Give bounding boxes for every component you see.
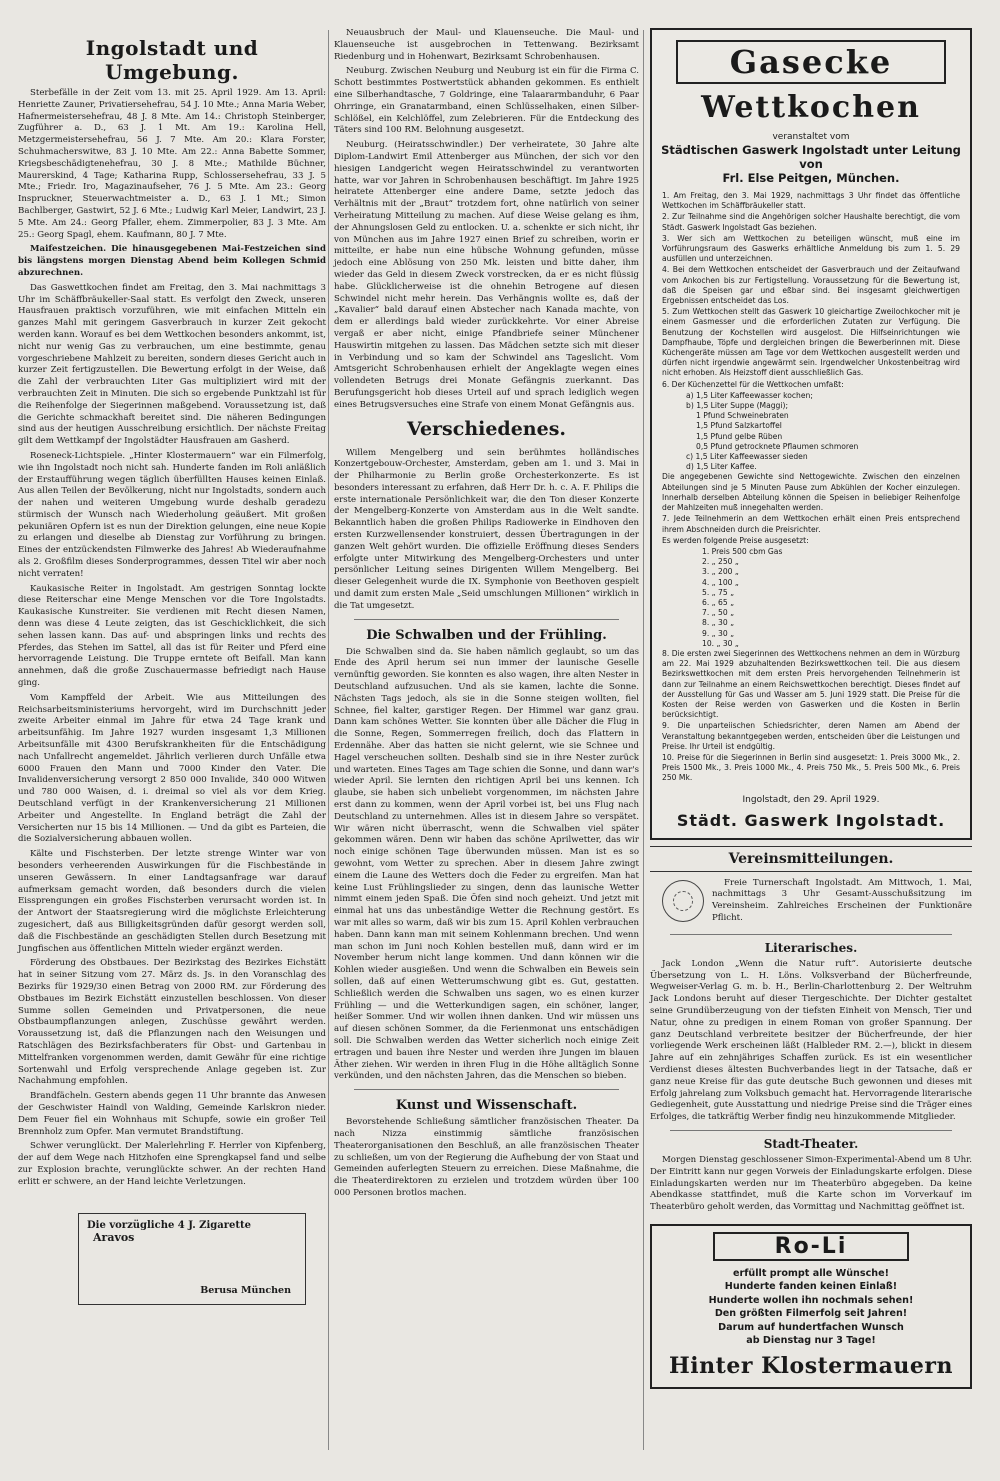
article-gaswettkochen: Das Gaswettkochen findet am Freitag, den 3. Mai nachmittags 3 Uhr im Schäffbräukeller-Saal statt. Es verfolgt den Zweck, unseren Hausfrauen praktisch vorzuführen, wie mit einfachen Mitteln ein ganzes Mahl mit geringem Gasverbrauch in kurzer Zeit gekocht werden kann. Worauf es bei dem Wettkochen besonders ankommt, ist, nicht nur wenig Gas zu verbrauchen, um eine bestimmte, genau vorgeschriebene Mahlzeit zu bereiten, sondern dieses Gericht auch in kurzer Zeit fertigzustellen. Die Bewertung erfolgt in der Weise, daß die Zahl der verbrauchten Liter Gas multipliziert wird mit der verbrauchten Zeit in Minuten. Die sich so ergebende Punktzahl ist für die Reihenfolge der Siegerinnen maßgebend. Voraussetzung ist, daß die Gerichte schmackhaft bereitet sind. Die näheren Bedingungen sind aus der heutigen Ausschreibung ersichtlich. Der nächste Freitag gilt dem Wettkampf der Ingolstädter Hausfrauen am Gasherd.	[18, 282, 326, 447]
middle-column	[334, 28, 639, 1203]
article-maifest: Maifestzeichen. Die hinausgegebenen Mai-Festzeichen sind bis längstens morgen Dienstag Abend beim Kollegen Schmid abzurechnen.	[18, 244, 326, 278]
roli-ad	[650, 1224, 972, 1389]
roli-line: Den größten Filmerfolg seit Jahren!	[714, 1308, 908, 1320]
gas-wettkochen-ad	[650, 28, 972, 840]
section-title-stadt-theater: Stadt-Theater.	[763, 1136, 859, 1151]
article-heirat: Neuburg. (Heiratsschwindler.) Der verheiratete, 30 Jahre alte Diplom-Landwirt Emil Attenberger aus München, der sich vor den hiesigen Landgericht wegen Heiratsschwindel zu verantworten hatte, war vor Jahren in Schrobenhausen beschäftigt. Im Jahre 1925 heiratete Attenberger eine andere Dame, setzte jedoch das Verhältnis mit der „Braut“ trotzdem fort, ohne natürlich von seiner Verheiratung Mitteilung zu machen. Auf diese Weise gelang es ihm, der Ahnungslosen Geld zu entlocken. U. a. schenkte er sich nicht, ihr von München aus im Jahre 1927 einen Brief zu schreiben, worin er mitteilte, er habe nun eine hübsche Wohnung gefunden, müsse jedoch eine Ablösung von 250 Mk. leisten und bitte daher, ihm wieder das Geld in diesem Zweck vorstrecken, da er es nicht flüssig habe. Glücklicherweise ist die ohnehin Betrogene auf diesen Schwindel nicht mehr herein. Das Verhängnis wollte es, daß der „Kavalier“ bald darauf einen Abstecher nach Kanada machte, von dem er allerdings bald wieder zurückkehrte. Vor einer Abreise vergaß er aber nicht, einige Pfandbriefe seiner Münchener Hauswirtin mitgehen zu lassen. Das Mädchen setzte sich mit dieser in Verbindung und so kam der Schwindel ans Tageslicht. Vom Amtsgericht Schrobenhausen erhielt der Angeklagte wegen eines vollendeten Betrugs drei Monate Gefängnis zuerkannt. Das Berufungsgericht hob dieses Urteil auf und sprach lediglich wegen eines Betrugsversuches eine Strafe von einem Monat Gefängnis aus.	[334, 140, 639, 410]
gasecke-logo: Gasecke	[676, 40, 946, 84]
cigarette-ad	[78, 1213, 306, 1305]
rule-item: Die angegebenen Gewichte sind Nettogewichte. Zwischen den einzelnen Abteilungen sind je 5 Minuten Pause zum Abkühlen der Kocher einzulegen. Innerhalb derselben Abteilung können die Speisen in beliebiger Reihenfolge der Mahlzeiten muß innegehalten werden.	[662, 472, 960, 513]
prize-item: 1. Preis 500 cbm Gas	[702, 546, 783, 556]
prize-item: 3. „ 200 „	[702, 567, 739, 577]
rule-item: 6. Der Küchenzettel für die Wettkochen umfaßt:	[662, 379, 844, 389]
article-kunst: Bevorstehende Schließung sämtlicher französischen Theater. Da nach Nizza einstimmig sämtliche französischen Theaterorganisationen den Beschluß, an alle französischen Theater zu schließen, um von der Regierung die Aufhebung der von Staat und Gemeinden auferlegten Steuern zu erreichen. Diese Maßnahme, die die Theaterdirektoren zu erzielen und trotzdem würden über 100 000 Personen brotlos machen.	[334, 1117, 639, 1198]
prize-item: 6. „ 65 „	[702, 597, 735, 607]
menu-item: d) 1,5 Liter Kaffee.	[686, 462, 757, 472]
cig-ad-line1: Die vorzügliche 4 J. Zigarette	[87, 1219, 251, 1231]
menu-item: 1,5 Pfund gelbe Rüben	[696, 431, 783, 441]
rule-item: 3. Wer sich am Wettkochen zu beteiligen wünscht, muß eine im Vorführungsraum des Gaswerks erhältliche Anmeldung bis zum 1. 5. 29 ausfüllen und unterzeichnen.	[662, 233, 960, 264]
menu-item: 0,5 Pfund getrocknete Pflaumen schmoren	[696, 441, 859, 451]
roli-line: Darum auf hundertfachen Wunsch	[718, 1321, 904, 1333]
article-schwalben: Die Schwalben sind da. Sie haben nämlich geglaubt, so um das Ende des April herum sei nun immer der launische Geselle vernünftig geworden. Sie konnten es also wagen, ihre alten Nester in Deutschland aufzusuchen. Und als sie kamen, lachte die Sonne. Nächsten Tags jedoch, als sie in die Sonne steigen wollten, fiel Schnee, fiel kalter, garstiger Regen. Der Himmel war ganz grau. Dann kam schönes Wetter. Sie konnten über alle Dächer die Flug in die Sonne, Regen, Sommerregen freilich, doch das Flattern in Erdennähe. Aber das hatten sie nicht gelernt, wie sie Schnee und Hagel verscheuchen sollten. Deshalb sind sie in ihre Nester zurück und warteten. Eines Tages am Tage schien die Sonne, und dann war's wieder April. Sie lernten den richtigen April bei uns kennen. Ich glaube, sie haben sich unbeliebt vorgenommen, im nächsten Jahre erst dann zu kommen, wenn der April vorbei ist, bei uns Flug nach Deutschland zu unternehmen. Alles ist in diesem Jahre so verspätet. Wir wären nicht überrascht, wenn die Schwalben viel später gekommen wären. Denn wir haben das schöne Aprilwetter, das wir noch einige schönen Tage überwunden müssen. Man ist es so gewohnt, vom Wetter zu sprechen. Aber in diesem Jahre zwingt einem die Laune des Wetters doch die Feder zu ergreifen. Man hat keine Lust Frühlingslieder zu singen, denn das launische Wetter nimmt einem jeden Spaß. Die Öfen sind noch geheizt. Und jetzt mit einmal hat uns das unbeständige Wetter die Rechnung gestört. Es war mit alles so warm, daß wir bis zum 15. April Kohlen verbrauchen haben. Dann kann man mit seinem Kohlenmann brechen. Und wenn man schon im Juni noch Kohlen bestellen muß, dann wird er im November herum nicht lange kommen. Und dann können wir die Kohlen wieder ausgießen. Und wenn die Schwalben ein Beweis sein sollen, daß auf einen Wetterumschwung gibt es. Gut, gestatten. Schließlich werden die Schwalben uns sagen, wo es einen kurzer Frühling — und die Wetterkundigen sagen, ein schöner, langer, heißer Sommer. Und wir wollen ihnen danken. Und wir müssen uns auf diesen schönen Sommer, da die Ferienmonat uns entschädigen soll. Die Schwalben werden das Wetter sicherlich noch einige Zeit ertragen und bauen ihre Nester und werden ihre Jungen im blauen Äther ziehen. Wir werden in ihren Flug in die Höhe alltäglich Sonne verkünden, und den nächsten Jahren, das die Menschen so bieben.	[334, 646, 639, 1082]
article-vereins: Freie Turnerschaft Ingolstadt. Am Mittwoch, 1. Mai, nachmittags 3 Uhr Gesamt-Ausschußsitzung im Vereinsheim. Zahlreiches Erscheinen der Funktionäre Pflicht.	[712, 877, 972, 923]
vereins-block	[650, 878, 972, 928]
menu-item: a) 1,5 Liter Kaffeewasser kochen;	[686, 390, 813, 400]
section-title-kunst: Kunst und Wissenschaft.	[395, 1098, 578, 1114]
divider	[670, 934, 952, 935]
article-title-schwalben: Die Schwalben und der Frühling.	[366, 627, 607, 643]
menu-item: c) 1,5 Liter Kaffeewasser sieden	[686, 452, 808, 462]
column-divider	[643, 30, 644, 1450]
divider	[354, 1089, 619, 1090]
ad-director: Frl. Else Peitgen, München.	[722, 171, 900, 185]
roli-line: erfüllt prompt alle Wünsche!	[733, 1267, 889, 1279]
roli-line: Hunderte fanden keinen Einlaß!	[724, 1281, 898, 1293]
section-title-literarisches: Literarisches.	[764, 940, 858, 955]
roli-logo: Ro-Li	[713, 1232, 910, 1261]
ad-signature: Städt. Gaswerk Ingolstadt.	[676, 810, 946, 830]
article-schwer: Schwer verunglückt. Der Malerlehrling F. Herrler von Kipfenberg, der auf dem Wege nach Hitzhofen eine Sprengkapsel fand und selbe zur Explosion brachte, verunglückte schwer. An der rechten Hand erlitt er schwere, an der Hand leichte Verletzungen.	[18, 1141, 326, 1187]
ad-rules	[652, 185, 970, 789]
right-column	[650, 28, 972, 1389]
rule-item: Es werden folgende Preise ausgesetzt:	[662, 535, 809, 545]
roli-line: ab Dienstag nur 3 Tage!	[746, 1334, 876, 1346]
menu-item: b) 1,5 Liter Suppe (Maggi);	[686, 401, 789, 411]
rule-item: 7. Jede Teilnehmerin an dem Wettkochen erhält einen Preis entsprechend ihrem Abschneiden durch die Preisrichter.	[662, 514, 960, 534]
ad-title: Wettkochen	[701, 90, 921, 125]
roli-line: Hunderte wollen ihn nochmals sehen!	[708, 1294, 914, 1306]
prize-item: 9. „ 30 „	[702, 628, 735, 638]
section-title-verschiedenes: Verschiedenes.	[406, 417, 567, 440]
roli-film-title: Hinter Klostermauern	[669, 1353, 953, 1380]
prize-item: 7. „ 50 „	[702, 608, 735, 618]
article-kaelte: Kälte und Fischsterben. Der letzte strenge Winter war von besonders verheerenden Auswirkungen für die Fischbestände in unseren Gewässern. In einer Landtagsanfrage war darauf aufmerksam gemacht worden, daß besonders durch die vielen Eissprengungen ein großes Fischsterben verursacht worden ist. In der Antwort der Staatsregierung wird die möglichste Erleichterung zugesichert, daß aus Billigkeitsgründen dafür gesorgt werden soll, daß die Fischbestände an geschädigten Stellen durch Besetzung mit Jungfischen aus öffentlichen Mitteln wieder ergänzt werden.	[18, 849, 326, 954]
prize-item: 5. „ 75 „	[702, 587, 735, 597]
cig-ad-maker: Berusa München	[200, 1284, 291, 1296]
rule-item: 1. Am Freitag, den 3. Mai 1929, nachmittags 3 Uhr findet das öffentliche Wettkochen im Schäffbräukeller statt.	[662, 191, 960, 211]
rule-item: 8. Die ersten zwei Siegerinnen des Wettkochens nehmen an dem in Würzburg am 22. Mai 1929 abzuhaltenden Bezirkswettkochen teil. Die aus diesem Bezirkswettkochen mit dem ersten Preis hervorgehenden Teilnehmerin ist dann zur Teilnahme an einem Reichswettkochen berechtigt. Dieses findet auf der Ausstellung für Gas und Wasser am 5. Juni 1929 statt. Die Preise für die Kosten der Reise werden von Gaswerken und die Kosten in Berlin berücksichtigt.	[662, 648, 960, 720]
divider	[354, 619, 619, 620]
prize-item: 10. „ 30 „	[702, 638, 739, 648]
section-title: Ingolstadt und Umgebung.	[85, 36, 259, 84]
prize-list	[662, 547, 960, 649]
rule-item: 5. Zum Wettkochen stellt das Gaswerk 10 gleichartige Zweilochkocher mit je einem Gasmesser und die erforderlichen Zutaten zur Verfügung. Die Benutzung der Kochstellen wird ausgelost. Die Hilfseinrichtungen wie Dampfhaube, Töpfe und dergleichen bringen die Bewerberinnen mit. Diese Küchengeräte müssen am Tage vor dem Wettkochen ausgestellt werden und dürfen nicht irgendwie angewärmt sein. Irgendwelcher Unkostenbeitrag wird nicht erhoben. Als Heizstoff dient ausschließlich Gas.	[662, 307, 960, 378]
article-kampffeld: Vom Kampffeld der Arbeit. Wie aus Mitteilungen des Reichsarbeitsministeriums hervorgeht, wird im Durchschnitt jeder zweite Arbeiter einmal im Jahre für etwa 24 Tage krank und arbeitsunfähig. Im Jahre 1927 wurden insgesamt 1,3 Millionen Arbeitsunfälle mit 4300 Berufskrankheiten für die Entschädigung nach Unfallrecht angemeldet. Jährlich verlieren durch Unfälle etwa 6000 Frauen den Mann und 7000 Kinder den Vater. Die Invalidenversicherung versorgt 2 850 000 Invalide, 340 000 Witwen und 780 000 Waisen, d. i. dreimal so viel als vor dem Krieg. Deutschland verfügt in der Krankenversicherung 21 Millionen Arbeiter und Angestellte. In England beträgt die Zahl der Versicherten nur 15 bis 14 Millionen. — Und da gibt es Parteien, die die Sozialversicherung abbauen wollen.	[18, 692, 326, 845]
rule-item: 9. Die unparteiischen Schiedsrichter, deren Namen am Abend der Veranstaltung bekanntgegeben werden, entscheiden über die Leistungen und Preise. Ihr Urteil ist endgültig.	[662, 721, 960, 751]
section-title-vereins: Vereinsmitteilungen.	[650, 846, 972, 872]
menu-item: 1,5 Pfund Salzkartoffel	[696, 421, 782, 431]
article-rosenecke: Roseneck-Lichtspiele. „Hinter Klostermauern“ war ein Filmerfolg, wie ihn Ingolstadt noch nicht sah. Hunderte fanden im Roli anläßlich der Erstaufführung wegen täglich überfüllten Hauses keinen Einlaß. Aus allen Teilen der Bevölkerung, nicht nur Ingolstadts, sondern auch der nahen und weiteren Umgebung wurde deshalb geradezu stürmisch der Wunsch nach Wiederholung geäußert. Mit großen pekuniären Opfern ist es nun der Direktion gelungen, eine neue Kopie zu erlangen und dieselbe ab Dienstag zur Vorführung zu bringen. Eines der entzückendsten Filmwerke des Jahres! Ab Wiederaufnahme als 2. Großfilm dieses Sonderprogrammes, dessen Titel wir aber noch nicht verraten!	[18, 450, 326, 579]
article-diebstahl: Neuburg. Zwischen Neuburg und Neuburg ist ein für die Firma C. Schott bestimmtes Postwertstück abhanden gekommen. Es enthielt eine Silberhandtasche, 7 Goldringe, eine Talaararmbanduhr, 6 Paar Ohrringe, ein Granatarmband, einen Schlüsselhaken, einen Silber-Schlößel, ein Kelchlöffel, zum Zelebrieren. Für die Entdeckung des Täters sind 100 RM. Belohnung ausgesetzt.	[334, 66, 639, 136]
prize-item: 4. „ 100 „	[702, 577, 739, 587]
cig-ad-brand: Aravos	[93, 1230, 135, 1244]
menu-item: 1 Pfund Schweinebraten	[696, 411, 789, 421]
prize-item: 8. „ 30 „	[702, 618, 735, 628]
rule-item: 2. Zur Teilnahme sind die Angehörigen solcher Haushalte berechtigt, die vom Städt. Gaswerk Ingolstadt Gas beziehen.	[662, 212, 960, 232]
article-sterbefaelle: Sterbefälle in der Zeit vom 13. mit 25. April 1929. Am 13. April: Henriette Zauner, Privatiersehefrau, 54 J. 10 Mte.; Anna Maria Weber, Hafnermeistersehefrau, 48 J. 8 Mte. Am 14.: Christoph Steinberger, Zugführer a. D., 63 J. 1 Mt. Am 19.: Karolina Hell, Metzgermeistersehefrau, 56 J. 7 Mte. Am 20.: Klara Forster, Schuhmacherswitwe, 83 J. 10 Mte. Am 22.: Anna Babette Sommer, Kriegsbeschädigtenehefrau, 30 J. 8 Mte.; Mathilde Büchner, Maurerskind, 4 Tage; Katharina Rupp, Schlossersehefrau, 33 J. 5 Mte.; Friedr. Iro, Magazinaufseher, 76 J. 5 Mte. Am 23.: Georg Inspruckner, Steuerwachtmeister a. D., 63 J. 1 Mt.; Simon Bachlberger, Gastwirt, 52 J. 6 Mte.; Ludwig Karl Meier, Landwirt, 23 J. 5 Mte. Am 24.: Georg Pfaller, ehem. Zimmerpolier, 83 J. 3 Mte. Am 25.: Georg Spagl, ehem. Kaufmann, 80 J. 7 Mte.	[18, 88, 326, 240]
ad-organizer: Städtischen Gaswerk Ingolstadt unter Leitung von	[661, 143, 961, 171]
left-column	[18, 28, 326, 1305]
rule-item: 10. Preise für die Siegerinnen in Berlin sind ausgesetzt: 1. Preis 3000 Mk., 2. Preis 1500 Mk., 3. Preis 1000 Mk., 4. Preis 750 Mk., 5. Preis 500 Mk., 6. Preis 250 Mk.	[662, 752, 960, 783]
ad-veranstaltet: veranstaltet vom	[772, 132, 850, 142]
prize-item: 2. „ 250 „	[702, 557, 739, 567]
turner-emblem-icon	[662, 880, 704, 922]
article-obstbau: Förderung des Obstbaues. Der Bezirkstag des Bezirkes Eichstätt hat in seiner Sitzung vom 27. März ds. Js. in den Voranschlag des Bezirks für 1929/30 einen Betrag von 2000 RM. zur Förderung des Obstbaues im Bezirk Eichstätt einzustellen beschlossen. Von dieser Summe sollen Gemeinden und Privatpersonen, die neue Obstbaumpflanzungen anlegen, Zuschüsse gewährt werden. Voraussetzung ist, daß die Pflanzungen nach den Weisungen und Ratschlägen des Bezirksfachberaters für Obst- und Gartenbau in Mittelfranken vorgenommen werden, damit Gewähr für eine richtige Sortenwahl und Erfolg versprechende Anlage gegeben ist. Zur Nachahmung empfohlen.	[18, 958, 326, 1087]
ad-date: Ingolstadt, den 29. April 1929.	[742, 794, 880, 805]
article-stadt-theater: Morgen Dienstag geschlossener Simon-Experimental-Abend um 8 Uhr. Der Eintritt kann nur gegen Vorweis der Einladungskarte erfolgen. Diese Einladungskarten werden nur im Theaterbüro abgegeben. Da keine Abendkasse stattfindet, muß die Karte schon im Vorverkauf im Theaterbüro geholt werden, das Vormittag und Nachmittag geöffnet ist.	[650, 1154, 972, 1213]
column-divider	[328, 30, 329, 1450]
article-neuausbruch: Neuausbruch der Maul- und Klauenseuche. Die Maul- und Klauenseuche ist ausgebrochen in Tettenwang. Bezirksamt Riedenburg und in Hohenwart, Bezirksamt Schrobenhausen.	[334, 28, 639, 62]
divider	[670, 1130, 952, 1131]
rule-item: 4. Bei dem Wettkochen entscheidet der Gasverbrauch und der Zeitaufwand vom Ankochen bis zur Fertigstellung. Voraussetzung für die Bewertung ist, daß die Speisen gar und eßbar sind. Bei insgesamt gleichwertigen Ergebnissen entscheidet das Los.	[662, 265, 960, 306]
article-literarisches: Jack London „Wenn die Natur ruft“. Autorisierte deutsche Übersetzung von L. H. Löns. Volksverband der Bücherfreunde, Wegweiser-Verlag G. m. b. H., Berlin-Charlottenburg 2. Der Weltruhm Jack Londons beruht auf dieser Tiergeschichte. Der Dichter gestaltet seine Grundüberzeugung von der tiefsten Einheit von Mensch, Tier und Natur, ohne zu predigen in einem Roman von großer Spannung. Der ganz Deutschland verbreitete besitzer der Bücherfreunde, der hier vorliegende Werk erscheinen läßt (Halbleder RM. 2.—), blickt in diesem Jahre auf ein zehnjähriges Schaffen zurück. Es ist ein wesentlicher Verdienst dieses ältesten Buchverbandes liegt in der Tatsache, daß er ganz neue Kreise für das gute deutsche Buch gewonnen und dieses mit Erfolg jahrelang zum Volksbuch gemacht hat. Hervorragende literarische Gediegenheit, gute Ausstattung und niedrige Preise sind die Träger eines Erfolges, die tatkräftig Werber findig neu hinzukommende Mitglieder.	[650, 958, 972, 1123]
article-brand: Brandfächeln. Gestern abends gegen 11 Uhr brannte das Anwesen der Geschwister Haindl von Walding, Gemeinde Karlskron nieder. Dem Feuer fiel ein Wohnhaus mit Schupfe, sowie ein großer Teil Brennholz zum Opfer. Man vermutet Brandstiftung.	[18, 1091, 326, 1137]
article-mengelberg: Willem Mengelberg und sein berühmtes holländisches Konzertgebouw-Orchester, Amsterdam, geben am 1. und 3. Mai in der Philharmonie zu Berlin große Orchesterkonzerte. Es ist besonders interessant zu erfahren, daß Herr Dr. h. c. A. F. Philips die erste internationale Persönlichkeit war, die den Ton dieser Konzerte der Mengelberg-Konzerte von Amsterdam aus in die Welt sandte. Bekanntlich haben die großen Philips Radiowerke in Eindhoven den ersten Kurzwellensender konstruiert, dessen Übertragungen in der ganzen Welt gehört wurden. Die offizielle Eröffnung dieses Senders erfolgte unter Mitwirkung des Mengelberg-Orchesters und unter persönlicher Leitung seines Dirigenten Willem Mengelberg. Bei dieser Gelegenheit wurde die IX. Symphonie von Beethoven gespielt und damit zum ersten Male „Seid umschlungen Millionen“ wirklich in die Tat umgesetzt.	[334, 447, 639, 611]
article-kaukasische: Kaukasische Reiter in Ingolstadt. Am gestrigen Sonntag lockte diese Reiterschar eine Menge Menschen vor die Tore Ingolstadts. Kaukasische Kunstreiter. Sie verdienen mit Recht diesen Namen, denn was diese 4 Leute zeigten, das ist Geschicklichkeit, die sich sehen lassen kann. Das auf- und abspringen links und rechts des Pferdes, das Stehen im Sattel, all das ist für Reiter und Pferd eine hervorragende Leistung. Die Truppe erntete oft Beifall. Man kann annehmen, daß die große Zuschauermasse befriedigt nach Hause ging.	[18, 583, 326, 689]
